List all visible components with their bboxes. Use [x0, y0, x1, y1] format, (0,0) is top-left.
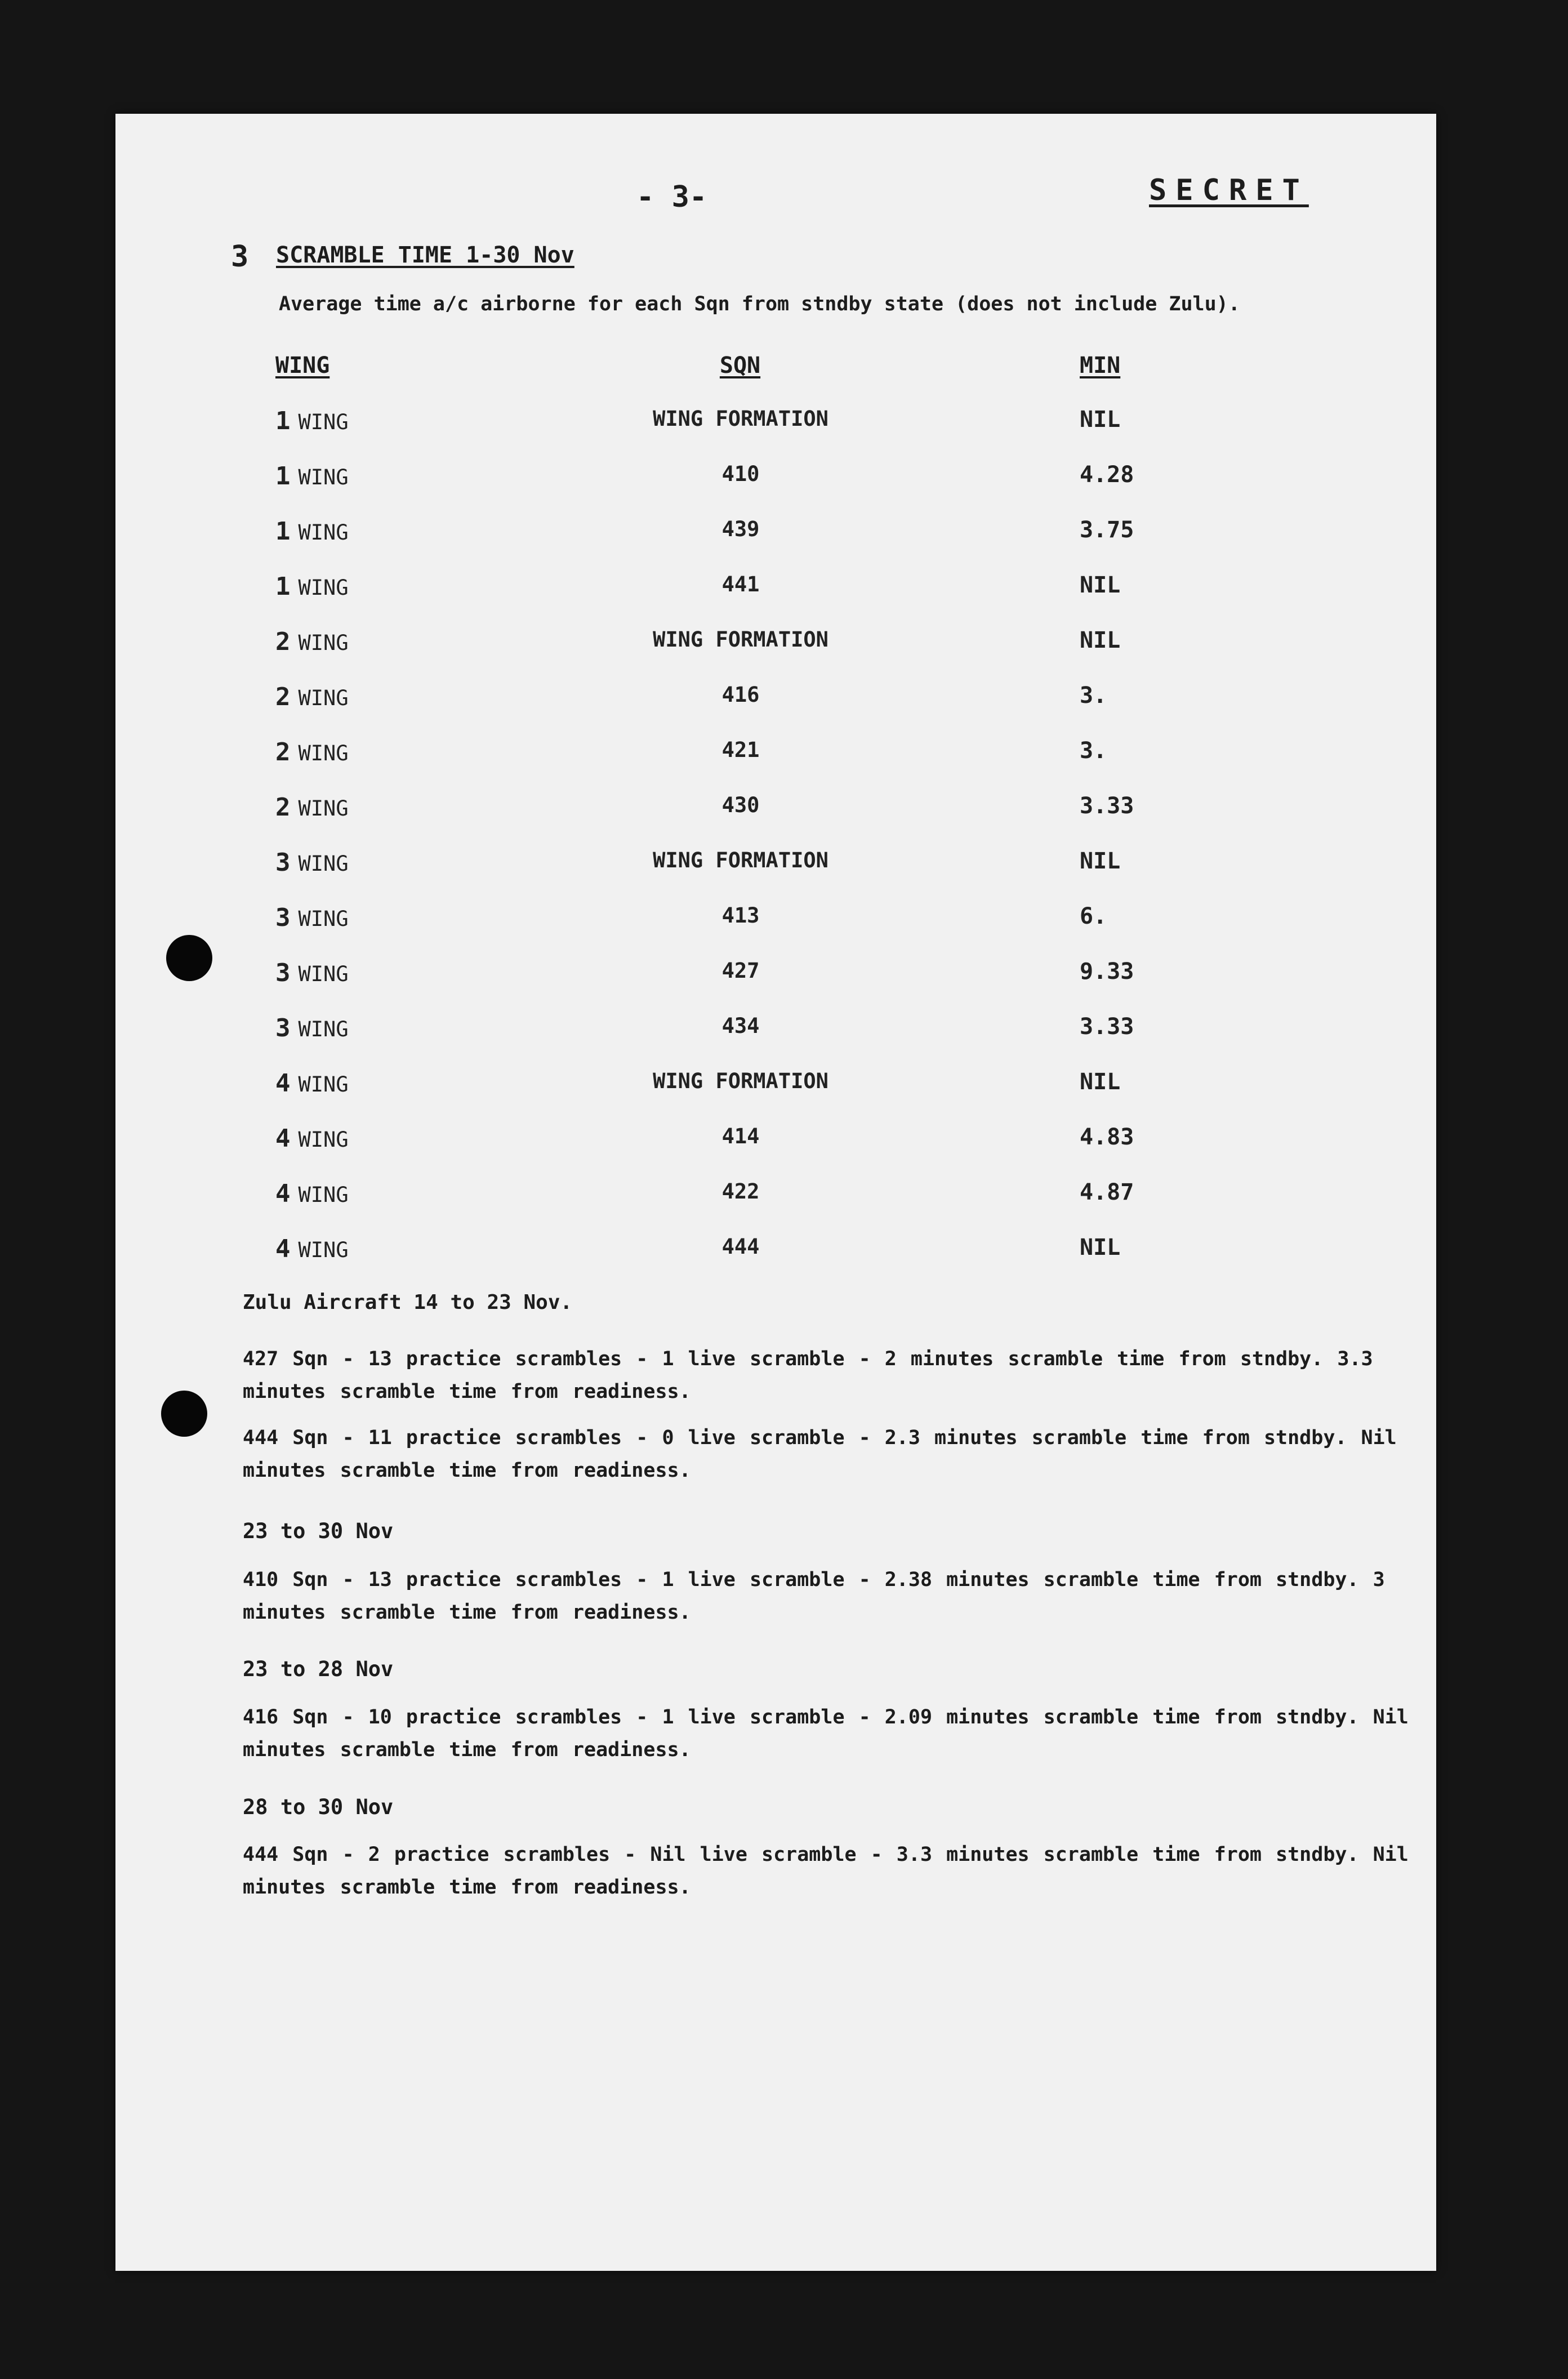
- table-row: [115, 572, 1436, 617]
- wing-cell: 4 WING: [275, 1124, 349, 1153]
- note-paragraph: 444 Sqn - 2 practice scrambles - Nil live scramble - 3.3 minutes scramble time from stndby. Nil minutes scramble time from readiness.: [243, 1843, 1409, 1899]
- note-paragraph: 416 Sqn - 10 practice scrambles - 1 live scramble - 2.09 minutes scramble time from stndby. Nil minutes scramble time from readiness.: [243, 1706, 1409, 1761]
- wing-cell: 3 WING: [275, 848, 349, 877]
- section-intro: Average time a/c airborne for each Sqn from stndby state (does not include Zulu).: [279, 293, 1240, 315]
- wing-cell: 3 WING: [275, 1014, 349, 1043]
- wing-cell: 1 WING: [275, 407, 349, 435]
- table-row: [115, 1179, 1436, 1224]
- page-number: - 3-: [636, 180, 707, 214]
- sqn-cell: WING FORMATION: [653, 1069, 828, 1093]
- sqn-cell: 413: [721, 903, 760, 928]
- sqn-cell: 441: [721, 572, 760, 596]
- min-cell: 4.87: [1080, 1179, 1134, 1205]
- table-row: [115, 462, 1436, 507]
- table-row: [115, 1235, 1436, 1280]
- wing-cell: 4 WING: [275, 1179, 349, 1208]
- min-cell: 9.33: [1080, 959, 1134, 984]
- wing-cell: 2 WING: [275, 627, 349, 656]
- period-heading: 23 to 30 Nov: [243, 1519, 394, 1543]
- column-header-min: MIN: [1080, 353, 1121, 378]
- wing-cell: 2 WING: [275, 683, 349, 711]
- sqn-cell: 422: [721, 1179, 760, 1204]
- document-page: [115, 114, 1436, 2271]
- period-heading: 28 to 30 Nov: [243, 1795, 394, 1819]
- sqn-cell: 427: [721, 959, 760, 983]
- wing-cell: 1 WING: [275, 462, 349, 491]
- table-row: [115, 959, 1436, 1004]
- wing-cell: 1 WING: [275, 517, 349, 546]
- section-number: 3: [231, 240, 249, 274]
- wing-cell: 2 WING: [275, 793, 349, 822]
- wing-cell: 2 WING: [275, 738, 349, 767]
- table-row: [115, 1124, 1436, 1169]
- table-row: [115, 903, 1436, 948]
- min-cell: 3.: [1080, 738, 1107, 764]
- sqn-cell: 439: [721, 517, 760, 541]
- sqn-cell: WING FORMATION: [653, 848, 828, 872]
- zulu-notes-title: Zulu Aircraft 14 to 23 Nov.: [243, 1291, 573, 1314]
- min-cell: NIL: [1080, 848, 1121, 874]
- table-row: [115, 627, 1436, 672]
- table-row: [115, 1069, 1436, 1114]
- wing-cell: 4 WING: [275, 1235, 349, 1263]
- wing-cell: 3 WING: [275, 959, 349, 987]
- column-header-sqn: SQN: [719, 353, 761, 378]
- table-row: [115, 848, 1436, 893]
- table-row: [115, 407, 1436, 452]
- sqn-cell: WING FORMATION: [653, 407, 828, 431]
- min-cell: NIL: [1080, 627, 1121, 653]
- min-cell: 4.28: [1080, 462, 1134, 488]
- punch-hole: [161, 1391, 207, 1437]
- min-cell: NIL: [1080, 572, 1121, 598]
- min-cell: 3.75: [1080, 517, 1134, 543]
- period-heading: 23 to 28 Nov: [243, 1657, 394, 1681]
- note-paragraph: 444 Sqn - 11 practice scrambles - 0 live scramble - 2.3 minutes scramble time from stndby. Nil minutes scramble time from readiness.: [243, 1427, 1397, 1482]
- min-cell: 4.83: [1080, 1124, 1134, 1150]
- table-row: [115, 683, 1436, 728]
- min-cell: NIL: [1080, 1235, 1121, 1260]
- sqn-cell: 410: [721, 462, 760, 486]
- note-paragraph: 410 Sqn - 13 practice scrambles - 1 live scramble - 2.38 minutes scramble time from stndby. 3 minutes scramble time from readiness.: [243, 1569, 1385, 1624]
- min-cell: 6.: [1080, 903, 1107, 929]
- sqn-cell: 430: [721, 793, 760, 817]
- wing-cell: 4 WING: [275, 1069, 349, 1098]
- table-row: [115, 738, 1436, 783]
- sqn-cell: 421: [721, 738, 760, 762]
- sqn-cell: 444: [721, 1235, 760, 1259]
- min-cell: NIL: [1080, 1069, 1121, 1095]
- column-header-wing: WING: [275, 353, 330, 378]
- min-cell: 3.33: [1080, 793, 1134, 819]
- min-cell: 3.: [1080, 683, 1107, 709]
- classification-marking: SECRET: [1149, 173, 1309, 207]
- table-row: [115, 517, 1436, 562]
- sqn-cell: 434: [721, 1014, 760, 1038]
- table-row: [115, 1014, 1436, 1059]
- note-paragraph: 427 Sqn - 13 practice scrambles - 1 live scramble - 2 minutes scramble time from stndby. 3.3 minutes scramble time from readiness.: [243, 1348, 1373, 1403]
- sqn-cell: WING FORMATION: [653, 627, 828, 652]
- sqn-cell: 414: [721, 1124, 760, 1148]
- wing-cell: 1 WING: [275, 572, 349, 601]
- table-row: [115, 793, 1436, 838]
- min-cell: 3.33: [1080, 1014, 1134, 1040]
- min-cell: NIL: [1080, 407, 1121, 433]
- section-title: SCRAMBLE TIME 1-30 Nov: [276, 242, 574, 268]
- wing-cell: 3 WING: [275, 903, 349, 932]
- sqn-cell: 416: [721, 683, 760, 707]
